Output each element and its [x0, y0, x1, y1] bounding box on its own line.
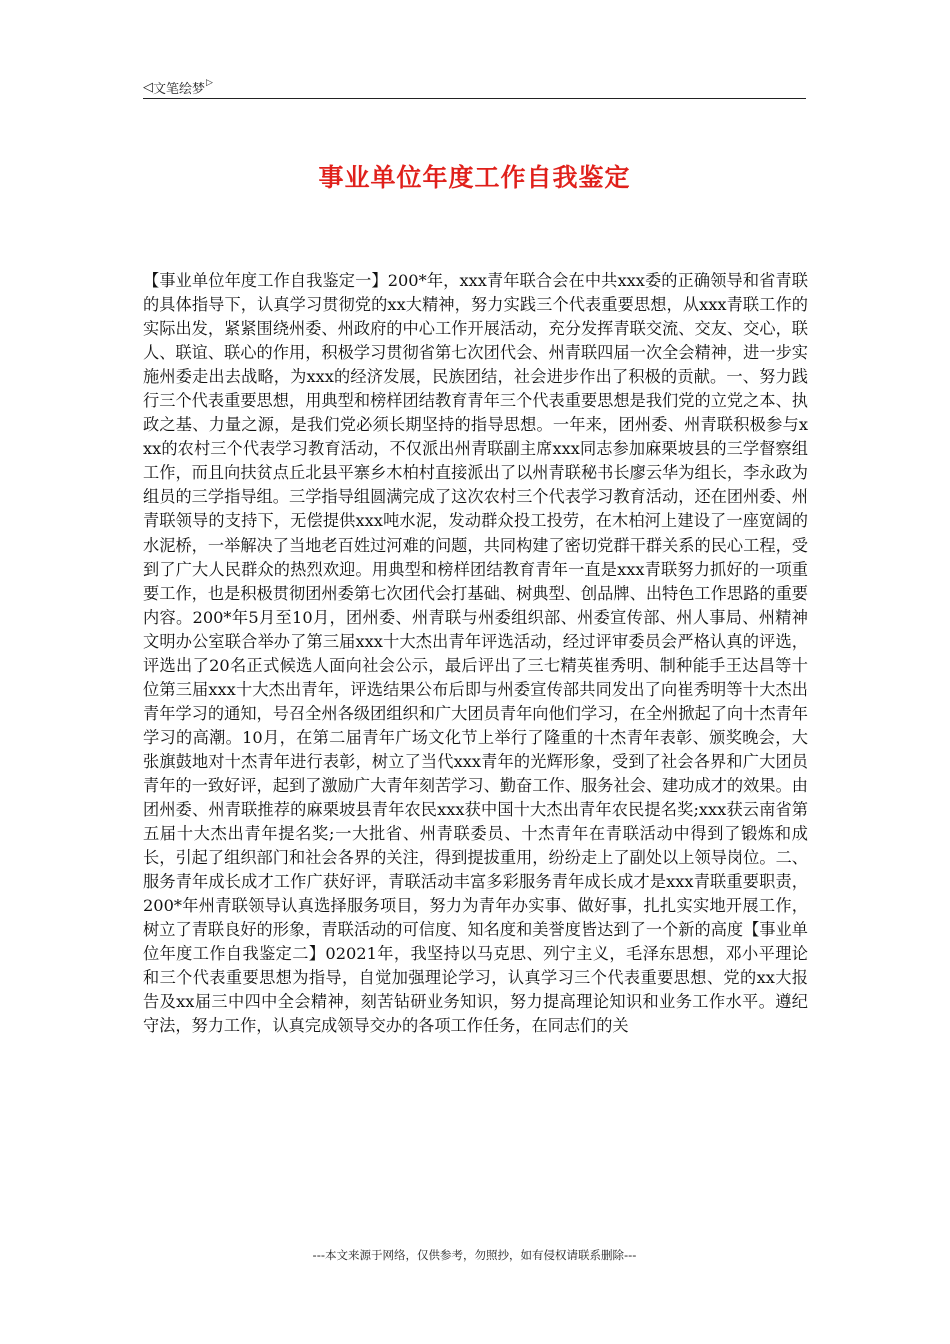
brand-name: 文笔绘梦 [153, 81, 206, 97]
header-rule [143, 98, 806, 99]
left-triangle-icon: ◁ [143, 79, 153, 95]
footer-notice: ---本文来源于网络，仅供参考，勿照抄，如有侵权请联系删除--- [312, 1248, 637, 1262]
right-triangle-icon: ▷ [206, 77, 213, 88]
document-body: 【事业单位年度工作自我鉴定一】200*年，xxx青年联合会在中共xxx委的正确领导和省青联的具体指导下，认真学习贯彻党的xx大精神，努力实践三个代表重要思想，从xxx青联工作的实际出发，紧紧围绕州委、州政府的中心工作开展活动，充分发挥青联交流、交友、交心，联人、联谊、联心的作用，积极学习贯彻省第七次团代会、州青联四届一次全会精神，进一步实施州委走出去战略，为xxx的经济发展，民族团结，社会进步作出了积极的贡献。一、努力践行三个代表重要思想，用典型和榜样团结教育青年三个代表重要思想是我们党的立党之本、执政之基、力量之源，是我们党必须长期坚持的指导思想。一年来，团州委、州青联积极参与xxx的农村三个代表学习教育活动，不仅派出州青联副主席xxx同志参加麻栗坡县的三学督察组工作，而且向扶贫点丘北县平寨乡木柏村直接派出了以州青联秘书长廖云华为组长，李永政为组员的三学指导组。三学指导组圆满完成了这次农村三个代表学习教育活动，还在团州委、州青联领导的支持下，无偿提供xxx吨水泥，发动群众投工投劳，在木柏河上建设了一座宽阔的水泥桥，一举解决了当地老百姓过河难的问题，共同构建了密切党群干群关系的民心工程，受到了广大人民群众的热烈欢迎。用典型和榜样团结教育青年一直是xxx青联努力抓好的一项重要工作，也是积极贯彻团州委第七次团代会打基础、树典型、创品牌、出特色工作思路的重要内容。200*年5月至10月，团州委、州青联与州委组织部、州委宣传部、州人事局、州精神文明办公室联合举办了第三届xxx十大杰出青年评选活动，经过评审委员会严格认真的评选，评选出了20名正式候选人面向社会公示，最后评出了三七精英崔秀明、制种能手王达昌等十位第三届xxx十大杰出青年，评选结果公布后即与州委宣传部共同发出了向崔秀明等十大杰出青年学习的通知，号召全州各级团组织和广大团员青年向他们学习，在全州掀起了向十杰青年学习的高潮。10月，在第二届青年广场文化节上举行了隆重的十杰青年表彰、颁奖晚会，大张旗鼓地对十杰青年进行表彰，树立了当代xxx青年的光辉形象，受到了社会各界和广大团员青年的一致好评，起到了激励广大青年刻苦学习、勤奋工作、服务社会、建功成才的效果。由团州委、州青联推荐的麻栗坡县青年农民xxx获中国十大杰出青年农民提名奖;xxx获云南省第五届十大杰出青年提名奖;一大批省、州青联委员、十杰青年在青联活动中得到了锻炼和成长，引起了组织部门和社会各界的关注，得到提拔重用，纷纷走上了副处以上领导岗位。二、服务青年成长成才工作广获好评，青联活动丰富多彩服务青年成长成才是xxx青联重要职责，200*年州青联领导认真选择服务项目，努力为青年办实事、做好事，扎扎实实地开展工作，树立了青联良好的形象，青联活动的可信度、知名度和美誉度皆达到了一个新的高度【事业单位年度工作自我鉴定二】02021年，我坚持以马克思、列宁主义，毛泽东思想，邓小平理论和三个代表重要思想为指导，自觉加强理论学习，认真学习三个代表重要思想、党的xx大报告及xx届三中四中全会精神，刻苦钻研业务知识，努力提高理论知识和业务工作水平。遵纪守法，努力工作，认真完成领导交办的各项工作任务，在同志们的关 [143, 271, 808, 1036]
page-header [143, 76, 806, 98]
document-title: 事业单位年度工作自我鉴定 [318, 163, 631, 192]
